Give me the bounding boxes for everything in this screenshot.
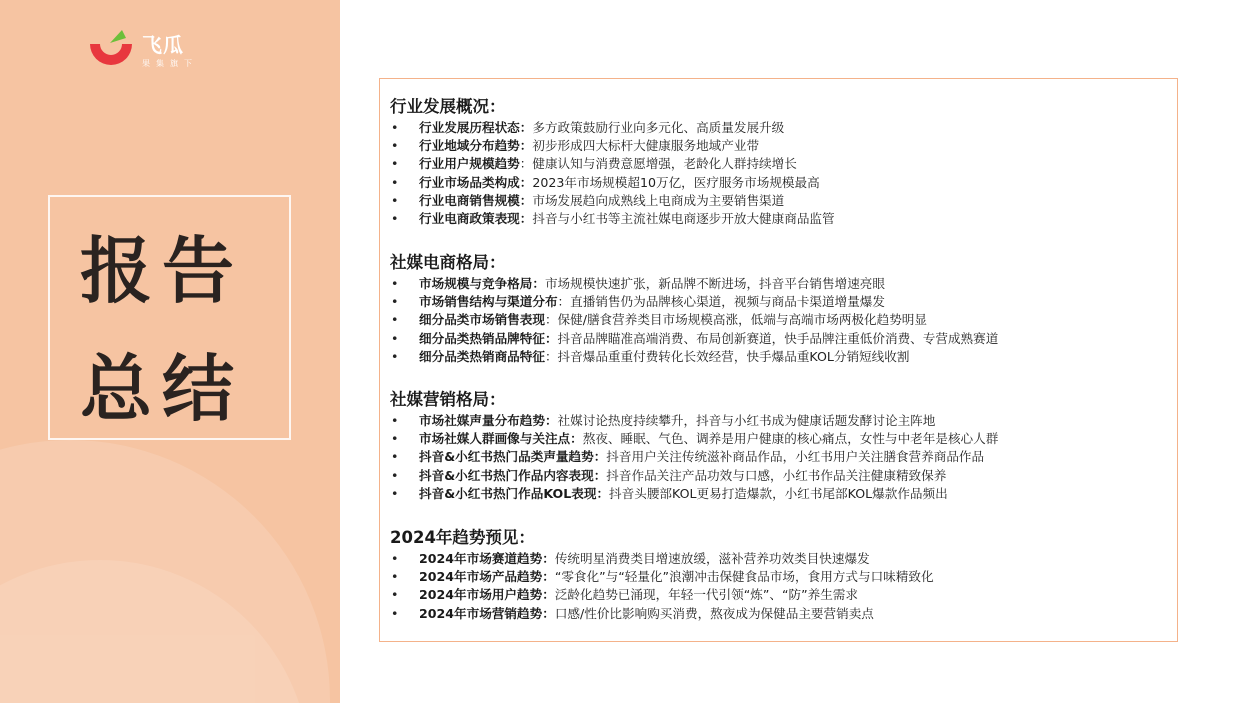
list-item xyxy=(390,137,835,155)
bullet-icon: • xyxy=(391,485,399,501)
bullet-icon: • xyxy=(391,467,399,483)
bullet-icon: • xyxy=(391,569,399,585)
list-item xyxy=(390,119,835,137)
section-heading: 2024年趋势预见： xyxy=(390,528,535,547)
item-key: 行业市场品类构成： xyxy=(419,174,533,190)
item-text: 市场发展趋向成熟线上电商成为主要销售渠道 xyxy=(532,192,785,208)
bullet-icon: • xyxy=(391,348,399,364)
item-text: 抖音品牌瞄准高端消费、布局创新赛道，快手品牌注重低价消费、专营成熟赛道 xyxy=(557,330,999,346)
item-key: 细分品类热销商品特征 xyxy=(419,348,545,364)
list-item xyxy=(390,311,998,329)
list-item xyxy=(390,467,998,485)
item-key: 市场社媒声量分布趋势： xyxy=(419,413,558,428)
bullet-icon: • xyxy=(391,587,399,603)
item-text: 多方政策鼓励行业向多元化、高质量发展升级 xyxy=(532,120,785,135)
section-heading: 行业发展概况： xyxy=(390,97,506,116)
section-heading: 社媒营销格局： xyxy=(390,390,506,409)
bullet-icon: • xyxy=(391,551,399,566)
bullet-list xyxy=(390,119,835,228)
bullet-icon: • xyxy=(391,294,399,310)
bullet-list xyxy=(390,550,934,623)
item-key: 行业电商政策表现： xyxy=(419,211,533,227)
item-text: ：健康认知与消费意愿增强，老龄化人群持续增长 xyxy=(519,156,797,172)
section-social-marketing xyxy=(390,389,998,503)
bullet-list xyxy=(390,275,998,366)
item-text: 市场规模快速扩张，新品牌不断进场，抖音平台销售增速亮眼 xyxy=(544,276,885,291)
brand-logo xyxy=(88,30,198,72)
item-text: 熬夜、睡眠、气色、调养是用户健康的核心痛点，女性与中老年是核心人群 xyxy=(582,431,999,447)
item-key: 市场社媒人群画像与关注点： xyxy=(419,431,583,447)
list-item xyxy=(390,448,998,466)
item-text: 抖音头腰部KOL更易打造爆款，小红书尾部KOL爆款作品频出 xyxy=(609,485,948,501)
item-text: 泛龄化趋势已涌现，年轻一代引领“炼”、“防”养生需求 xyxy=(554,587,858,603)
list-item xyxy=(390,550,934,568)
page-title-line: 总结 xyxy=(80,347,245,431)
page-title-line: 报告 xyxy=(80,229,245,313)
item-key: 抖音&小红书热门品类声量趋势： xyxy=(419,449,607,465)
list-item xyxy=(390,174,835,192)
item-key: 行业地域分布趋势： xyxy=(419,138,533,154)
item-key: 行业发展历程状态： xyxy=(419,120,533,135)
section-heading: 社媒电商格局： xyxy=(390,253,506,272)
item-key: 细分品类热销品牌特征： xyxy=(419,330,558,346)
bullet-icon: • xyxy=(391,431,399,447)
item-text: “零食化”与“轻量化”浪潮冲击保健食品市场，食用方式与口味精致化 xyxy=(554,569,934,585)
item-key: 2024年市场产品趋势： xyxy=(419,569,555,585)
item-text: ：直播销售仍为品牌核心渠道，视频与商品卡渠道增量爆发 xyxy=(557,294,885,310)
item-text: 口感/性价比影响购买消费，熬夜成为保健品主要营销卖点 xyxy=(554,605,874,621)
page-title xyxy=(80,212,260,448)
list-item xyxy=(390,330,998,348)
item-text: 社媒讨论热度持续攀升，抖音与小红书成为健康话题发酵讨论主阵地 xyxy=(557,413,936,428)
list-item xyxy=(390,485,998,503)
item-text: 抖音作品关注产品功效与口感，小红书作品关注健康精致保养 xyxy=(606,467,947,483)
bullet-icon: • xyxy=(391,138,399,154)
melon-slice-icon xyxy=(88,30,134,72)
brand-tagline: 果集旗下 xyxy=(142,58,198,68)
item-key: 抖音&小红书热门作品内容表现： xyxy=(419,467,607,483)
item-text: ：保健/膳食营养类目市场规模高涨，低端与高端市场两极化趋势明显 xyxy=(544,312,927,328)
bullet-list xyxy=(390,412,998,503)
bullet-icon: • xyxy=(391,413,399,428)
section-2024-outlook xyxy=(390,527,934,623)
bullet-icon: • xyxy=(391,156,399,172)
item-text: 传统明星消费类目增速放缓，滋补营养功效类目快速爆发 xyxy=(554,551,870,566)
list-item xyxy=(390,348,998,366)
list-item xyxy=(390,568,934,586)
bullet-icon: • xyxy=(391,211,399,227)
item-key: 市场销售结构与渠道分布 xyxy=(419,294,558,310)
item-key: 2024年市场用户趋势： xyxy=(419,587,555,603)
item-key: 2024年市场营销趋势： xyxy=(419,605,555,621)
bullet-icon: • xyxy=(391,192,399,208)
bullet-icon: • xyxy=(391,120,399,135)
list-item xyxy=(390,210,835,228)
list-item xyxy=(390,605,934,623)
item-key: 行业电商销售规模： xyxy=(419,192,533,208)
list-item xyxy=(390,586,934,604)
list-item xyxy=(390,412,998,430)
item-text: 2023年市场规模超10万亿，医疗服务市场规模最高 xyxy=(532,174,820,190)
item-text: 抖音与小红书等主流社媒电商逐步开放大健康商品监管 xyxy=(532,211,835,227)
bullet-icon: • xyxy=(391,330,399,346)
bullet-icon: • xyxy=(391,174,399,190)
list-item xyxy=(390,293,998,311)
item-text: ：抖音爆品重重付费转化长效经营，快手爆品重KOL分销短线收割 xyxy=(544,348,910,364)
bullet-icon: • xyxy=(391,312,399,328)
item-key: 抖音&小红书热门作品KOL表现： xyxy=(419,485,610,501)
list-item xyxy=(390,275,998,293)
list-item xyxy=(390,155,835,173)
bullet-icon: • xyxy=(391,605,399,621)
item-key: 细分品类市场销售表现 xyxy=(419,312,545,328)
item-text: 抖音用户关注传统滋补商品作品，小红书用户关注膳食营养商品作品 xyxy=(606,449,985,465)
section-social-ecommerce xyxy=(390,252,998,366)
item-text: 初步形成四大标杆大健康服务地域产业带 xyxy=(532,138,760,154)
item-key: 2024年市场赛道趋势： xyxy=(419,551,555,566)
bullet-icon: • xyxy=(391,449,399,465)
section-industry-overview xyxy=(390,96,835,228)
item-key: 行业用户规模趋势 xyxy=(419,156,520,172)
brand-name: 飞瓜 xyxy=(142,32,184,57)
list-item xyxy=(390,430,998,448)
list-item xyxy=(390,192,835,210)
bullet-icon: • xyxy=(391,276,399,291)
item-key: 市场规模与竞争格局： xyxy=(419,276,545,291)
